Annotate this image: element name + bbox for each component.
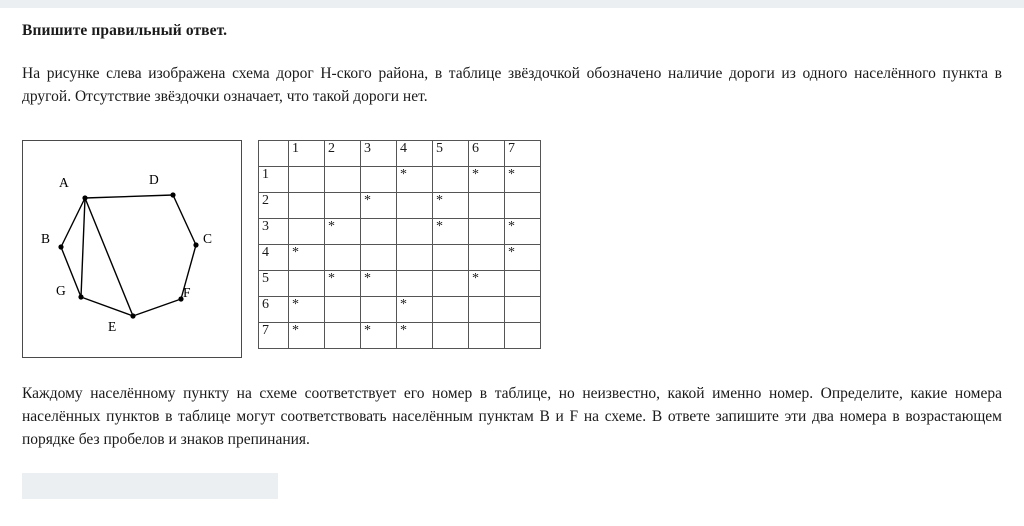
node-label-G: G [56, 283, 66, 298]
road-scheme-figure [22, 140, 242, 358]
row-header-7: 7 [259, 323, 289, 349]
cell-5-2: * [325, 271, 361, 297]
cell-1-4: * [397, 167, 433, 193]
cell-5-6: * [469, 271, 505, 297]
node-label-E: E [108, 319, 117, 334]
cell-7-7 [505, 323, 541, 349]
edge-A-D [85, 195, 173, 198]
page-title: Впишите правильный ответ. [22, 22, 228, 39]
cell-2-2 [325, 193, 361, 219]
node-label-B: B [41, 231, 51, 246]
col-header-1: 1 [289, 141, 325, 167]
table-row [259, 219, 541, 245]
col-header-2: 2 [325, 141, 361, 167]
cell-4-7: * [505, 245, 541, 271]
cell-5-3: * [361, 271, 397, 297]
cell-5-1 [289, 271, 325, 297]
cell-2-7 [505, 193, 541, 219]
cell-2-5: * [433, 193, 469, 219]
node-dot-B [58, 244, 63, 249]
edge-D-C [173, 195, 196, 245]
col-header-6: 6 [469, 141, 505, 167]
cell-3-6 [469, 219, 505, 245]
cell-7-4: * [397, 323, 433, 349]
cell-1-3 [361, 167, 397, 193]
cell-4-3 [361, 245, 397, 271]
edge-E-G [81, 297, 133, 316]
cell-6-1: * [289, 297, 325, 323]
cell-2-3: * [361, 193, 397, 219]
cell-7-1: * [289, 323, 325, 349]
node-label-C: C [203, 231, 213, 246]
task-question [22, 382, 1002, 451]
intro-text: На рисунке слева изображена схема дорог Н-ского района, в таблице звёздочкой обозначено наличие дороги из одного населённого пункта в другой. Отсутствие звёздочки означает, что такой дороги нет. [22, 65, 1002, 105]
cell-5-5 [433, 271, 469, 297]
cell-4-1: * [289, 245, 325, 271]
cell-6-4: * [397, 297, 433, 323]
answer-input[interactable] [22, 473, 278, 499]
cell-3-1 [289, 219, 325, 245]
cell-2-4 [397, 193, 433, 219]
cell-6-3 [361, 297, 397, 323]
cell-2-1 [289, 193, 325, 219]
cell-7-2 [325, 323, 361, 349]
cell-2-6 [469, 193, 505, 219]
cell-3-4 [397, 219, 433, 245]
node-dot-C [193, 242, 198, 247]
node-label-F: F [183, 285, 191, 300]
col-header-3: 3 [361, 141, 397, 167]
node-dot-A [82, 195, 87, 200]
row-header-1: 1 [259, 167, 289, 193]
table-row [259, 323, 541, 349]
node-dot-D [170, 192, 175, 197]
cell-3-2: * [325, 219, 361, 245]
col-header-4: 4 [397, 141, 433, 167]
cell-5-4 [397, 271, 433, 297]
cell-6-7 [505, 297, 541, 323]
cell-1-5 [433, 167, 469, 193]
cell-3-7: * [505, 219, 541, 245]
row-header-5: 5 [259, 271, 289, 297]
node-dot-E [130, 313, 135, 318]
cell-3-3 [361, 219, 397, 245]
cell-6-5 [433, 297, 469, 323]
table-header-row [259, 141, 541, 167]
table-row [259, 193, 541, 219]
table-row [259, 271, 541, 297]
cell-4-6 [469, 245, 505, 271]
cell-7-6 [469, 323, 505, 349]
cell-3-5: * [433, 219, 469, 245]
edge-A-G [81, 198, 85, 297]
table-row [259, 245, 541, 271]
row-header-6: 6 [259, 297, 289, 323]
top-bar [0, 0, 1024, 8]
task-question-text: Каждому населённому пункту на схеме соответствует его номер в таблице, но неизвестно, какой именно номер. Определите, какие номера населённых пунктов в таблице могут соответствовать населённым пунктам B и F на схеме. В ответе запишите эти два номера в возрастающем порядке без пробелов и знаков препинания. [22, 385, 1002, 448]
edge-F-E [133, 299, 181, 316]
edge-A-E [85, 198, 133, 316]
col-header-7: 7 [505, 141, 541, 167]
row-header-3: 3 [259, 219, 289, 245]
cell-6-6 [469, 297, 505, 323]
cell-6-2 [325, 297, 361, 323]
adjacency-table [258, 140, 541, 349]
cell-1-6: * [469, 167, 505, 193]
intro-paragraph [22, 62, 1002, 108]
node-dot-G [78, 294, 83, 299]
table-corner-cell [259, 141, 289, 167]
adjacency-table-body [259, 141, 541, 349]
node-label-A: A [59, 175, 69, 190]
cell-4-2 [325, 245, 361, 271]
road-graph-svg [23, 141, 241, 357]
cell-4-4 [397, 245, 433, 271]
cell-7-3: * [361, 323, 397, 349]
row-header-2: 2 [259, 193, 289, 219]
cell-7-5 [433, 323, 469, 349]
cell-4-5 [433, 245, 469, 271]
col-header-5: 5 [433, 141, 469, 167]
cell-5-7 [505, 271, 541, 297]
cell-1-1 [289, 167, 325, 193]
table-row [259, 167, 541, 193]
cell-1-2 [325, 167, 361, 193]
node-label-D: D [149, 172, 159, 187]
edge-B-A [61, 198, 85, 247]
row-header-4: 4 [259, 245, 289, 271]
table-row [259, 297, 541, 323]
cell-1-7: * [505, 167, 541, 193]
